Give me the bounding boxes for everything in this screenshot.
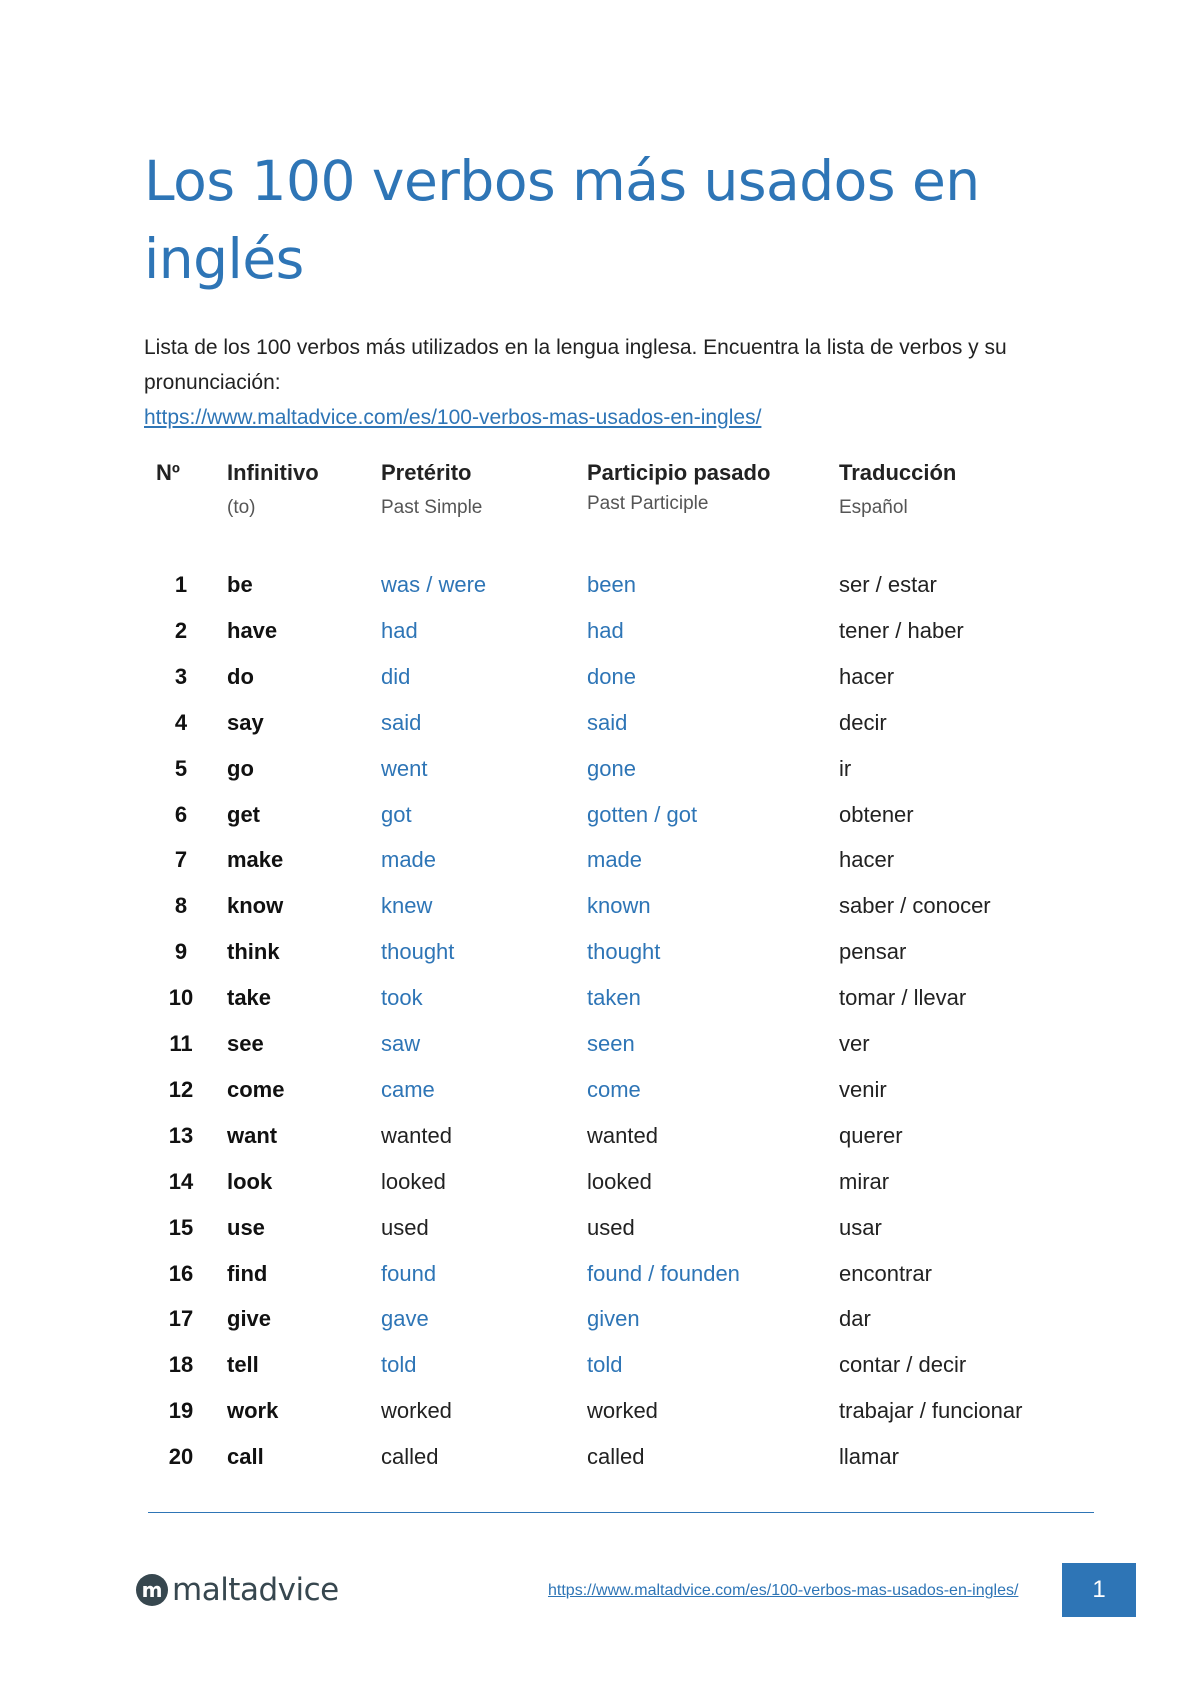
header-past: Pretérito	[381, 460, 472, 485]
footer-link[interactable]: https://www.maltadvice.com/es/100-verbos-mas-usados-en-ingles/	[548, 1582, 1019, 1599]
row-past-simple: saw	[381, 1031, 421, 1056]
row-past-simple: was / were	[381, 572, 487, 597]
row-infinitive: find	[227, 1261, 268, 1286]
intro-paragraph	[144, 330, 1104, 435]
row-number: 10	[168, 985, 194, 1010]
row-translation: ir	[839, 756, 852, 781]
row-past-participle: given	[587, 1306, 640, 1331]
row-past-participle: gotten / got	[587, 802, 698, 827]
header-participle: Participio pasado	[587, 460, 771, 485]
row-number: 11	[169, 1031, 193, 1056]
row-past-participle: wanted	[587, 1123, 658, 1148]
row-past-simple: used	[381, 1215, 429, 1240]
row-translation: trabajar / funcionar	[839, 1398, 1023, 1423]
row-translation: obtener	[839, 802, 914, 827]
row-infinitive: do	[227, 664, 254, 689]
row-past-simple: thought	[381, 939, 455, 964]
row-infinitive: get	[227, 802, 260, 827]
row-past-participle: used	[587, 1215, 635, 1240]
row-past-simple: got	[381, 802, 412, 827]
row-number: 8	[174, 893, 188, 918]
row-translation: llamar	[839, 1444, 899, 1469]
intro-link[interactable]: https://www.maltadvice.com/es/100-verbos-mas-usados-en-ingles/	[144, 406, 762, 429]
row-translation: usar	[839, 1215, 882, 1240]
row-past-simple: came	[381, 1077, 435, 1102]
row-number: 4	[174, 710, 188, 735]
row-past-simple: took	[381, 985, 423, 1010]
row-infinitive: see	[227, 1031, 264, 1056]
row-infinitive: come	[227, 1077, 285, 1102]
row-infinitive: think	[227, 939, 280, 964]
row-past-simple: went	[381, 756, 428, 781]
page-number: 1	[1062, 1563, 1136, 1617]
row-number: 9	[174, 939, 188, 964]
row-translation: ser / estar	[839, 572, 937, 597]
row-translation: contar / decir	[839, 1352, 967, 1377]
row-number: 17	[168, 1306, 194, 1331]
row-translation: ver	[839, 1031, 870, 1056]
row-past-participle: worked	[587, 1398, 658, 1423]
row-past-participle: told	[587, 1352, 623, 1377]
row-past-simple: worked	[381, 1398, 452, 1423]
row-past-simple: said	[381, 710, 422, 735]
row-past-participle: looked	[587, 1169, 652, 1194]
row-infinitive: work	[227, 1398, 279, 1423]
logo-text: maltadvice	[172, 1572, 339, 1608]
row-number: 1	[174, 572, 188, 597]
row-past-participle: found / founden	[587, 1261, 740, 1286]
row-translation: pensar	[839, 939, 907, 964]
row-number: 14	[168, 1169, 194, 1194]
row-infinitive: say	[227, 710, 264, 735]
row-past-simple: gave	[381, 1306, 429, 1331]
row-number: 16	[168, 1261, 194, 1286]
row-infinitive: have	[227, 618, 278, 643]
row-infinitive: make	[227, 847, 284, 872]
header-infinitive: Infinitivo	[227, 460, 319, 485]
row-translation: mirar	[839, 1169, 890, 1194]
row-past-participle: come	[587, 1077, 641, 1102]
row-translation: hacer	[839, 847, 895, 872]
row-infinitive: want	[227, 1123, 278, 1148]
row-past-participle: gone	[587, 756, 636, 781]
row-past-simple: wanted	[381, 1123, 452, 1148]
footer-divider	[148, 1512, 1094, 1513]
row-infinitive: know	[227, 893, 284, 918]
row-infinitive: look	[227, 1169, 273, 1194]
row-past-simple: called	[381, 1444, 439, 1469]
row-translation: encontrar	[839, 1261, 932, 1286]
row-past-participle: thought	[587, 939, 661, 964]
header-translation: Traducción	[839, 460, 957, 485]
row-past-participle: said	[587, 710, 628, 735]
row-translation: hacer	[839, 664, 895, 689]
header-participle-sub: Past Participle	[587, 493, 709, 514]
header-past-sub: Past Simple	[381, 497, 483, 518]
row-past-simple: looked	[381, 1169, 446, 1194]
row-translation: decir	[839, 710, 887, 735]
row-past-simple: knew	[381, 893, 433, 918]
row-infinitive: take	[227, 985, 272, 1010]
row-infinitive: use	[227, 1215, 265, 1240]
row-past-participle: been	[587, 572, 636, 597]
row-past-simple: found	[381, 1261, 437, 1286]
row-infinitive: give	[227, 1306, 272, 1331]
row-infinitive: tell	[227, 1352, 259, 1377]
row-past-simple: did	[381, 664, 411, 689]
row-number: 2	[174, 618, 188, 643]
row-number: 7	[174, 847, 188, 872]
logo-mark-icon: m	[136, 1574, 168, 1606]
row-translation: querer	[839, 1123, 903, 1148]
row-number: 6	[174, 802, 188, 827]
row-translation: venir	[839, 1077, 887, 1102]
intro-text: Lista de los 100 verbos más utilizados en la lengua inglesa. Encuentra la lista de verbos y su pronunciación:	[144, 336, 1007, 394]
row-translation: saber / conocer	[839, 893, 991, 918]
row-past-simple: told	[381, 1352, 417, 1377]
row-past-simple: made	[381, 847, 437, 872]
page-title: Los 100 verbos más usados en inglés	[144, 149, 980, 291]
row-number: 3	[174, 664, 188, 689]
row-past-participle: done	[587, 664, 636, 689]
row-past-participle: taken	[587, 985, 641, 1010]
header-number: Nº	[156, 460, 180, 485]
row-number: 12	[168, 1077, 194, 1102]
header-infinitive-sub: (to)	[227, 497, 256, 518]
row-translation: tener / haber	[839, 618, 964, 643]
row-translation: dar	[839, 1306, 871, 1331]
maltadvice-logo	[136, 1570, 339, 1610]
row-past-simple: had	[381, 618, 418, 643]
row-number: 18	[168, 1352, 194, 1377]
row-number: 5	[174, 756, 188, 781]
row-past-participle: called	[587, 1444, 645, 1469]
row-number: 20	[168, 1444, 194, 1469]
header-translation-sub: Español	[839, 497, 908, 518]
row-infinitive: call	[227, 1444, 264, 1469]
row-past-participle: had	[587, 618, 624, 643]
row-infinitive: be	[227, 572, 253, 597]
row-number: 15	[168, 1215, 194, 1240]
row-number: 13	[168, 1123, 194, 1148]
row-number: 19	[168, 1398, 194, 1423]
row-past-participle: made	[587, 847, 643, 872]
row-past-participle: seen	[587, 1031, 635, 1056]
row-translation: tomar / llevar	[839, 985, 967, 1010]
row-infinitive: go	[227, 756, 254, 781]
row-past-participle: known	[587, 893, 651, 918]
